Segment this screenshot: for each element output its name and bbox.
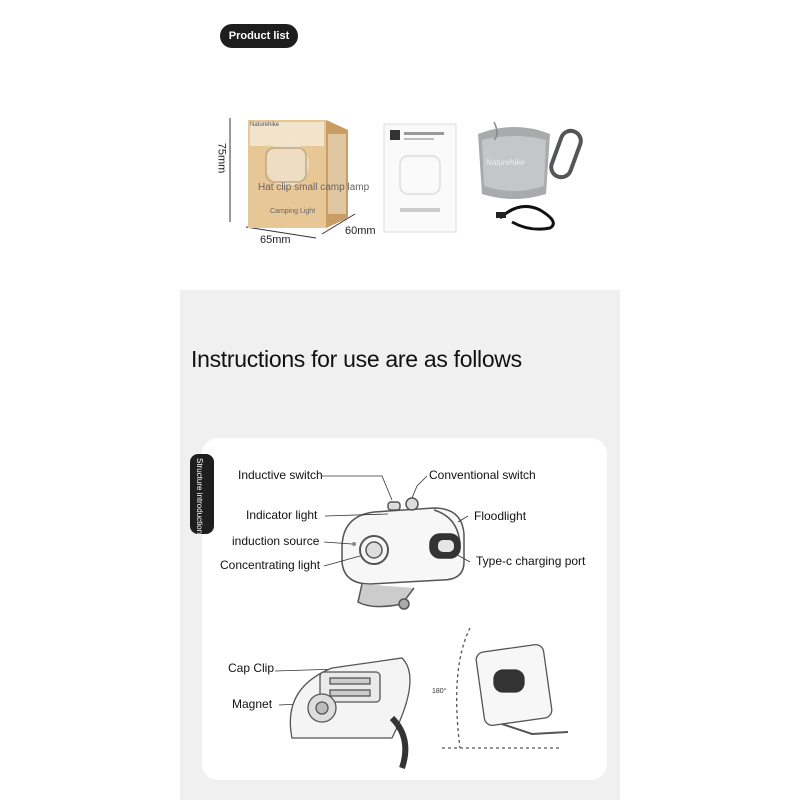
- height-dimension: 75mm: [215, 142, 228, 174]
- structure-card: [195, 438, 607, 780]
- box-title-text: Hat clip small camp lamp: [258, 182, 370, 193]
- depth-dimension: 60mm: [345, 225, 376, 237]
- label-conventional-switch: Conventional switch: [429, 468, 536, 482]
- label-type-c-port: Type-c charging port: [476, 554, 586, 568]
- clip-closeup: [290, 658, 410, 768]
- manual-image: [384, 124, 456, 232]
- rotation-diagram: [442, 628, 568, 748]
- label-floodlight: Floodlight: [474, 509, 527, 523]
- label-indicator-light: Indicator light: [246, 508, 318, 522]
- label-concentrating-light: Concentrating light: [220, 558, 321, 572]
- box-brand-text: Naturehike: [250, 122, 280, 128]
- label-inductive-switch: Inductive switch: [238, 468, 323, 482]
- product-list-badge: Product list: [220, 24, 298, 48]
- lamp-diagram: [202, 438, 607, 780]
- pouch-brand-text: Naturehike: [486, 158, 525, 167]
- cable-image: [496, 206, 553, 229]
- label-magnet: Magnet: [232, 697, 273, 711]
- label-induction-source: induction source: [232, 534, 320, 548]
- width-dimension: 65mm: [260, 234, 291, 246]
- structure-tab-label: Structure introduction: [195, 458, 204, 535]
- instructions-section: [180, 290, 620, 800]
- instructions-heading: Instructions for use are as follows: [191, 346, 522, 372]
- carabiner-image: [548, 128, 583, 180]
- label-cap-clip: Cap Clip: [228, 661, 275, 675]
- box-subtitle-text: Camping Light: [270, 208, 316, 215]
- product-list-images: [200, 100, 600, 260]
- label-rotation-angle: 180°: [432, 688, 447, 695]
